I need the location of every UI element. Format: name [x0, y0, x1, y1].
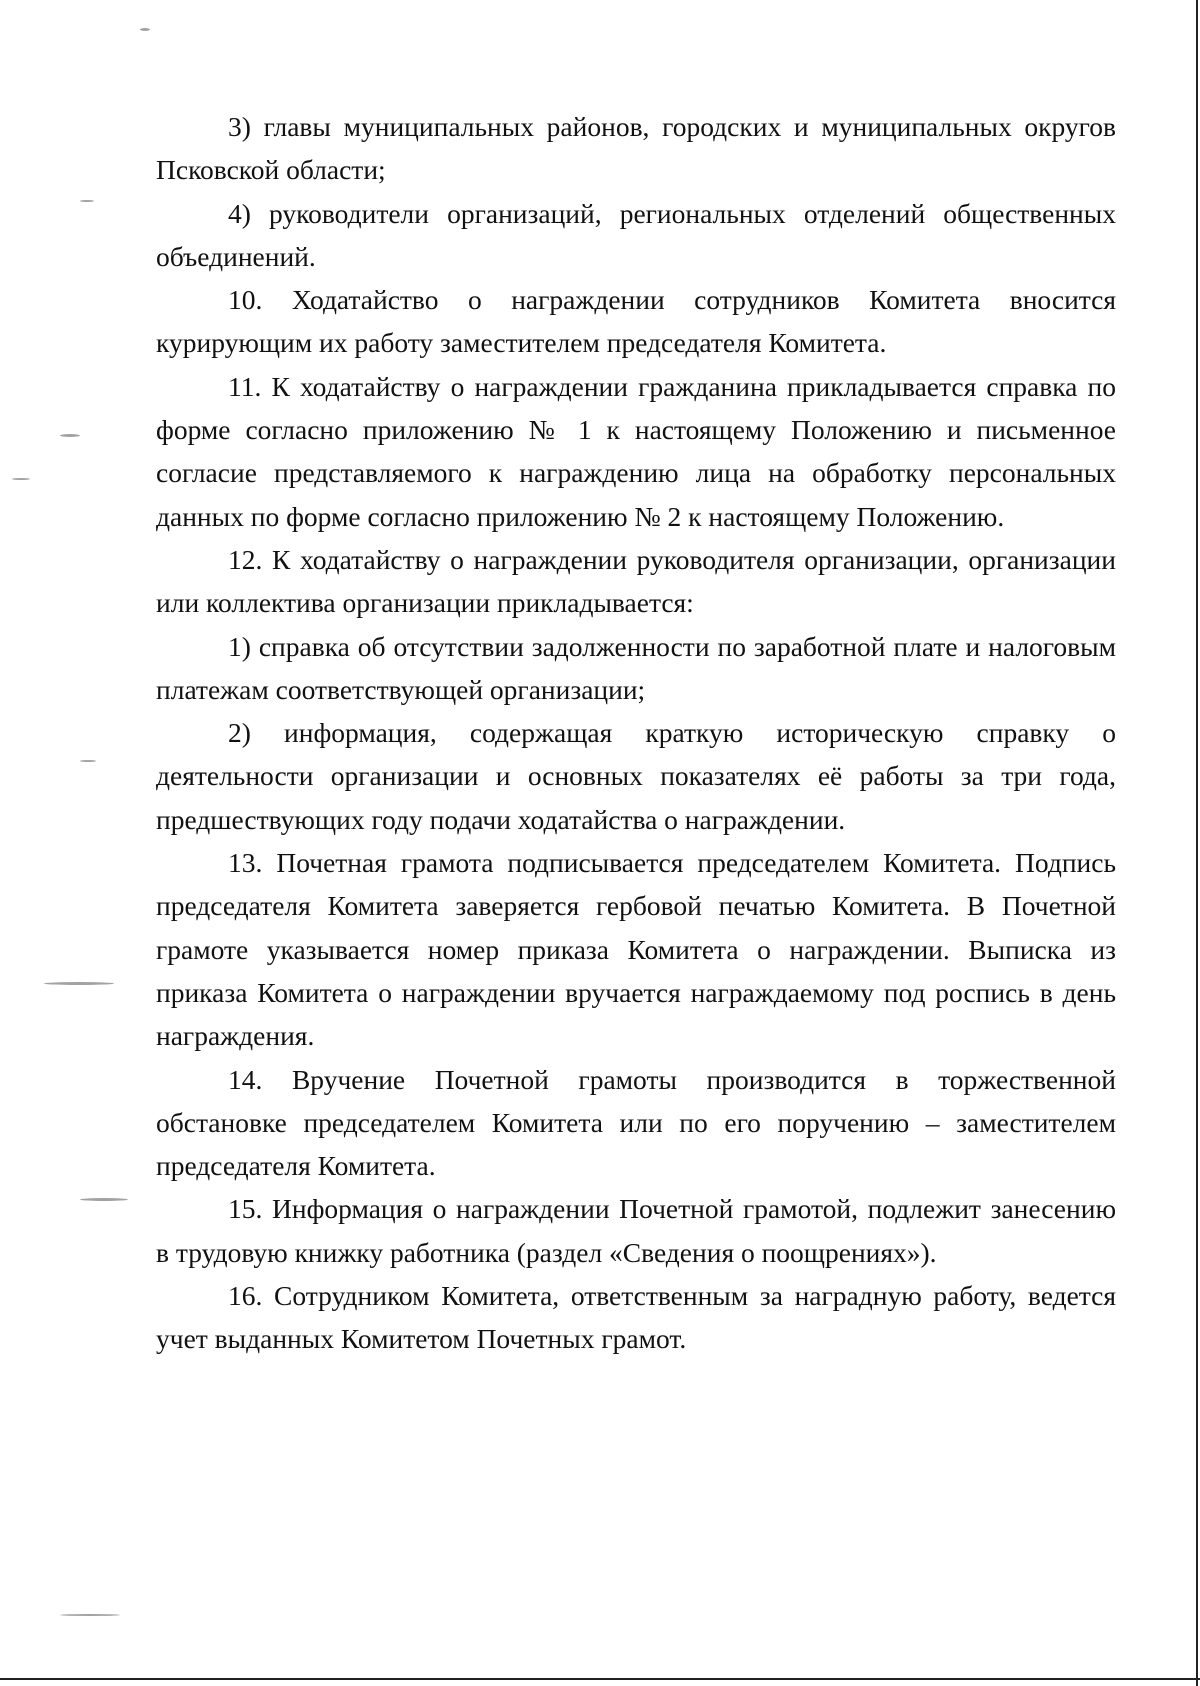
- scan-speck: [80, 200, 94, 202]
- list-item-4: 4) руководители организаций, региональных отделений общественных объединений.: [156, 197, 1116, 272]
- scan-speck: [140, 28, 150, 31]
- clause-10: 10. Ходатайство о награждении сотрудников Комитета вносится курирующим их работу заместителем председателя Комитета.: [156, 284, 1116, 359]
- clause-13: 13. Почетная грамота подписывается председателем Комитета. Подпись председателя Комитета заверяется гербовой печатью Комитета. В Почетной грамоте указывается номер приказа Комитета о награждении. Выписка из приказа Комитета о награждении вручается награждаемому под роспись в день награждения.: [156, 847, 1116, 1052]
- clause-12: 12. К ходатайству о награждении руководителя организации, организации или коллектива организации прикладывается:: [156, 543, 1116, 619]
- scan-border-right: [1196, 0, 1198, 1686]
- clause-14: 14. Вручение Почетной грамоты производится в торжественной обстановке председателем Комитета или по его поручению – заместителем председателя Комитета.: [156, 1063, 1116, 1182]
- clause-15: 15. Информация о награждении Почетной грамотой, подлежит занесению в трудовую книжку работника (раздел «Сведения о поощрениях»).: [156, 1193, 1116, 1268]
- clause-11: 11. К ходатайству о награждении гражданина прикладывается справка по форме согласно приложению № 1 к настоящему Положению и письменное согласие представляемого к награждению лица на обработку персональных данных по форме согласно приложению № 2 к настоящему Положению.: [156, 370, 1116, 532]
- scan-speck: [80, 760, 96, 762]
- clause-16: 16. Сотрудником Комитета, ответственным за наградную работу, ведется учет выданных Комитетом Почетных грамот.: [156, 1280, 1116, 1355]
- document-body: [156, 105, 1116, 1361]
- scan-speck: [80, 1198, 128, 1201]
- list-item-3: 3) главы муниципальных районов, городских и муниципальных округов Псковской области;: [156, 111, 1116, 186]
- clause-12-item-1: 1) справка об отсутствии задолженности по заработной плате и налоговым платежам соответствующей организации;: [156, 630, 1116, 705]
- scan-speck: [60, 434, 80, 437]
- scan-speck: [60, 1614, 120, 1616]
- clause-12-item-2: 2) информация, содержащая краткую историческую справку о деятельности организации и основных показателях её работы за три года, предшествующих году подачи ходатайства о награждении.: [156, 717, 1116, 835]
- scan-speck: [12, 478, 30, 480]
- scan-speck: [44, 982, 114, 985]
- scan-border-bottom: [0, 1678, 1200, 1680]
